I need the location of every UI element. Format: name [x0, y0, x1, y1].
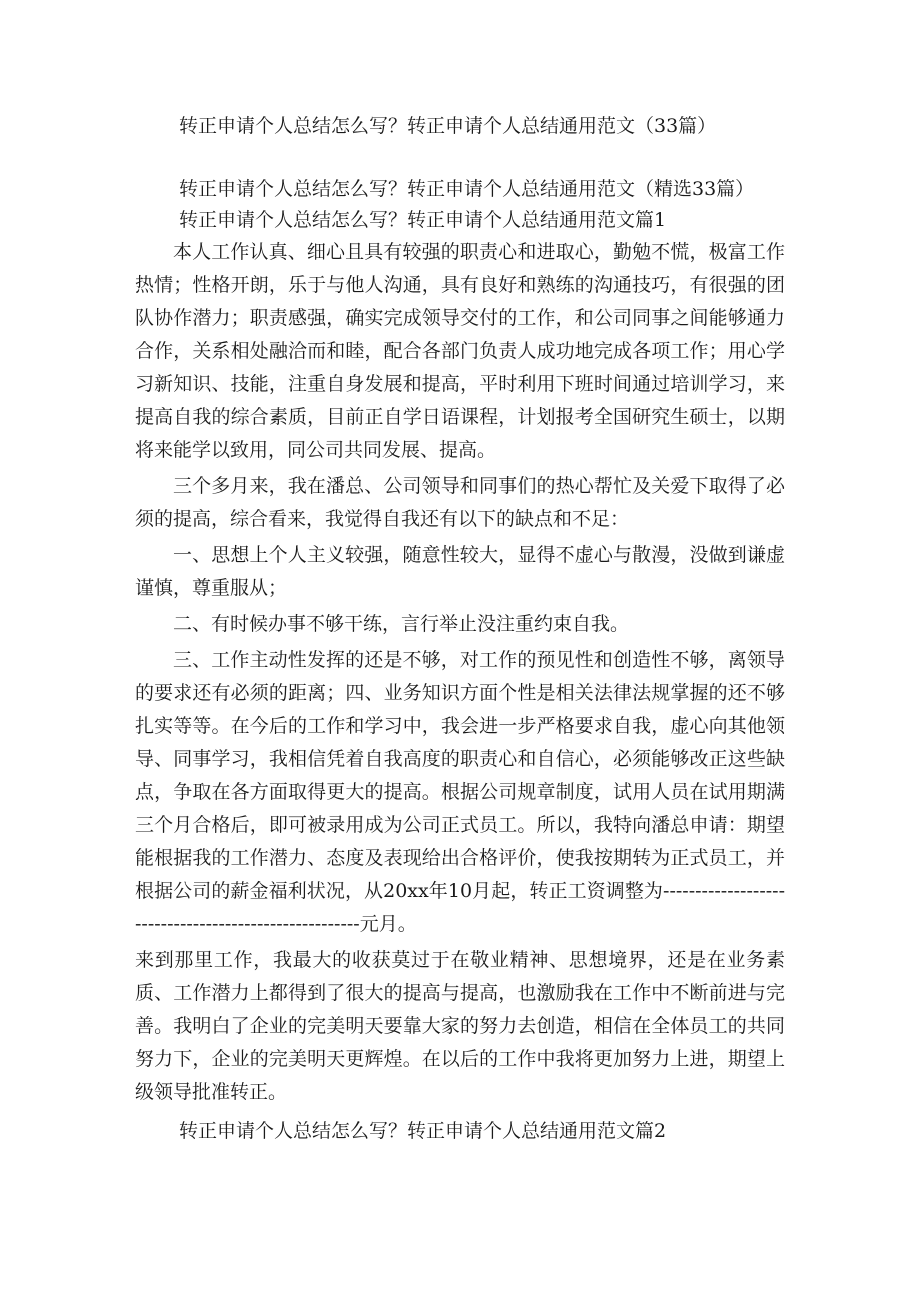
paragraph-3: 一、思想上个人主义较强，随意性较大，显得不虚心与散漫，没做到谦虚谨慎，尊重服从；: [135, 544, 785, 599]
document-body: [135, 108, 785, 1147]
closing-paragraph: 来到那里工作，我最大的收获莫过于在敬业精神、思想境界，还是在业务素质、工作潜力上都得到了很大的提高与提高，也激励我在工作中不断前进与完善。我明白了企业的完美明天要靠大家的努力去创造，相信在全体员工的共同努力下，企业的完美明天更辉煌。在以后的工作中我将更加努力上进，期望上级领导批准转正。: [135, 949, 785, 1103]
document-title: 转正申请个人总结怎么写？转正申请个人总结通用范文（33篇）: [179, 115, 717, 137]
section-heading-2: 转正申请个人总结怎么写？转正申请个人总结通用范文篇2: [179, 1120, 667, 1142]
paragraph-2: 三个多月来，我在潘总、公司领导和同事们的热心帮忙及关爱下取得了必须的提高，综合看来，我觉得自我还有以下的缺点和不足：: [135, 475, 785, 530]
paragraph-1: 本人工作认真、细心且具有较强的职责心和进取心，勤勉不慌，极富工作热情；性格开朗，乐于与他人沟通，具有良好和熟练的沟通技巧，有很强的团队协作潜力；职责感强，确实完成领导交付的工作，和公司同事之间能够通力合作，关系相处融洽而和睦，配合各部门负责人成功地完成各项工作；用心学习新知识、技能，注重自身发展和提高，平时利用下班时间通过培训学习，来提高自我的综合素质，目前正自学日语课程，计划报考全国研究生硕士，以期将来能学以致用，同公司共同发展、提高。: [135, 241, 785, 461]
section-heading-1: 转正申请个人总结怎么写？转正申请个人总结通用范文篇1: [179, 209, 667, 231]
paragraph-4: 二、有时候办事不够干练，言行举止没注重约束自我。: [173, 613, 630, 635]
paragraph-5: 三、工作主动性发挥的还是不够，对工作的预见性和创造性不够，离领导的要求还有必须的距离；四、业务知识方面个性是相关法律法规掌握的还不够扎实等等。在今后的工作和学习中，我会进一步严格要求自我，虚心向其他领导、同事学习，我相信凭着自我高度的职责心和自信心，必须能够改正这些缺点，争取在各方面取得更大的提高。根据公司规章制度，试用人员在试用期满三个月合格后，即可被录用成为公司正式员工。所以，我特向潘总申请：期望能根据我的工作潜力、态度及表现给出合格评价，使我按期转为正式员工，并根据公司的薪金福利状况，从20xx年10月起，转正工资调整为------------------------------------------------------元月。: [135, 649, 785, 935]
document-subtitle: 转正申请个人总结怎么写？转正申请个人总结通用范文（精选33篇）: [179, 178, 755, 200]
